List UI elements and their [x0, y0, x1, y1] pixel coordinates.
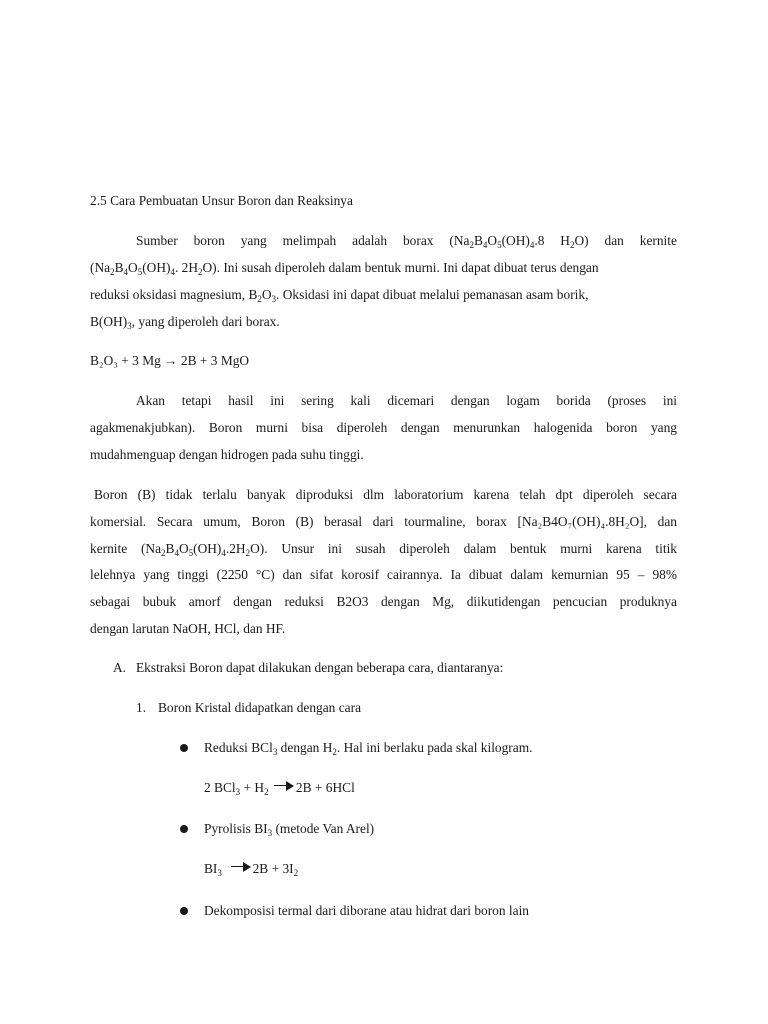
list-item-1: Boron Kristal didapatkan dengan cara: [158, 700, 362, 715]
bullet-item-2: Pyrolisis $BI_3$ (metode Van Arel): [204, 821, 375, 838]
bullet-item-1: Reduksi BCl$_3$ dengan $H_2$. Hal ini berlaku pada skal kilogram.: [204, 740, 533, 757]
bullet-icon: [180, 744, 188, 752]
paragraph-2-line-2: agakmenakjubkan). Boron murni bisa diperoleh dengan menurunkan halogenida boron yang: [90, 420, 677, 435]
right-arrow-icon: [272, 781, 296, 791]
equation-1: B₂O₃ + 3 Mg → 2B + 3 MgO: [90, 353, 250, 368]
list-item-a: Ekstraksi Boron dapat dilakukan dengan beberapa cara, diantaranya:: [136, 660, 504, 675]
list-marker-a: A.: [113, 660, 127, 675]
bullet-item-3: Dekomposisi termal dari diborane atau hidrat dari boron lain: [204, 903, 529, 918]
equation-3: $BI_3$ $2B + 3I_2$: [204, 861, 299, 878]
paragraph-3-line-6: dengan larutan NaOH, HCl, dan HF.: [90, 621, 286, 636]
equation-2: 2 $BCl_3 + H_2$ 2B + 6HCl: [204, 780, 355, 797]
paragraph-3-line-5: sebagai bubuk amorf dengan reduksi B2O3 dengan Mg, diikutidengan pencucian produknya: [90, 594, 677, 609]
paragraph-3-line-2: komersial. Secara umum, Boron (B) berasal dari tourmaline, borax [Na₂B4O₇(OH)₄.8H₂O], dan: [90, 514, 677, 529]
right-arrow-icon: [229, 862, 253, 872]
paragraph-3-line-3: kernite $(Na_2B_4O_5(OH)_4.2H_2O)$. Unsur ini susah diperoleh dalam bentuk murni karena titik: [90, 541, 677, 558]
list-marker-1: 1.: [136, 700, 147, 715]
section-heading: 2.5 Cara Pembuatan Unsur Boron dan Reaksinya: [90, 193, 353, 208]
paragraph-2-line-1: Akan tetapi hasil ini sering kali dicemari dengan logam borida (proses ini: [136, 393, 677, 408]
paragraph-2-line-3: mudahmenguap dengan hidrogen pada suhu tinggi.: [90, 447, 364, 462]
paragraph-3-line-4: lelehnya yang tinggi (2250 °C) dan sifat korosif cairannya. Ia dibuat dalam kemurnian 95 – 98%: [90, 567, 677, 582]
paragraph-3-line-1: Boron (B) tidak terlalu banyak diproduksi dlm laboratorium karena telah dpt diperoleh secara: [94, 487, 677, 502]
bullet-icon: [180, 907, 188, 915]
bullet-icon: [180, 825, 188, 833]
paragraph-1-line-4: $B(OH)_3$, yang diperoleh dari borax.: [90, 314, 280, 331]
paragraph-1-line-3: reduksi oksidasi magnesium, $B_2O_3$. Oksidasi ini dapat dibuat melalui pemanasan asam borik,: [90, 287, 589, 304]
paragraph-1-line-2: ($Na_2B_4O_5(OH)_4$. $2H_2O$). Ini susah diperoleh dalam bentuk murni. Ini dapat dibuat terus dengan: [90, 260, 599, 277]
paragraph-1-line-1: Sumber boron yang melimpah adalah borax ($Na_2B_4O_5(OH)_4.8$ $H_2O$) dan kernite: [136, 233, 677, 250]
